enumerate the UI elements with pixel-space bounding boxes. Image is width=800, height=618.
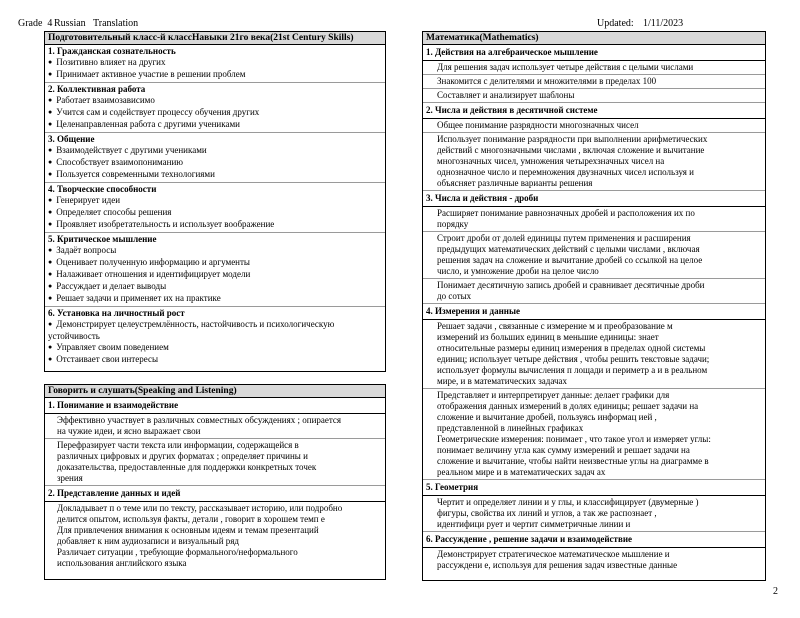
- math-standard-line: предыдущих математических действий с целыми числами , включая: [437, 244, 700, 254]
- math-standard-line: действий с многозначными числами , включая сложение и вычитание: [437, 145, 705, 155]
- math-standard-line: сложение и вычитание дробей, пользуясь информац ией ,: [437, 412, 657, 422]
- math-standard-row: [423, 119, 765, 133]
- speaking-standard-row: [45, 439, 385, 486]
- math-standard-line: Расширяет понимание равнозначных дробей и расположения их по: [437, 208, 695, 218]
- math-standard-line: Строит дроби от долей единицы путем применения и расширения: [437, 233, 691, 243]
- updated-label: Updated:: [597, 18, 634, 29]
- skill-bullet: ● Определяет способы решения: [48, 207, 382, 219]
- skill-bullet: ● Учится сам и содействует процессу обучения других: [48, 107, 382, 119]
- math-standard-row: [423, 75, 765, 89]
- speaking-title: Говорить и слушать(Speaking and Listening): [45, 385, 385, 398]
- math-section-heading: 5. Геометрия: [423, 480, 765, 496]
- math-standard-line: отображения данных измерений в долях единицы; решает задачи на: [437, 401, 699, 411]
- skill-bullet: ● Целенаправленная работа с другими учениками: [48, 119, 382, 131]
- skill-bullet: ● Проявляет изобретательность и использует воображение: [48, 219, 382, 231]
- math-standard-line: Знакомится с делителями и множителями в пределах 100: [437, 76, 657, 86]
- speaking-standard-line: на чужие идеи, и ясно выражает свои: [57, 426, 201, 436]
- speaking-standard-line: зрения: [57, 473, 83, 483]
- skill-bullet: ● Взаимодействует с другими учениками: [48, 145, 382, 157]
- grade-label: Grade 4: [18, 18, 53, 29]
- math-standard-line: Составляет и анализирует шаблоны: [437, 90, 575, 100]
- math-standard-line: мире, и в математических задачах: [437, 376, 568, 386]
- skill-section: [45, 45, 385, 83]
- math-standard-row: [423, 279, 765, 304]
- speaking-standard-line: различных цифровых и других форматах ; определяет причины и: [57, 451, 308, 461]
- skill-section: [45, 83, 385, 133]
- math-standard-line: рассуждени е, используя для решения задач известные данные: [437, 560, 678, 570]
- speaking-section-heading: 2. Представление данных и идей: [45, 486, 385, 502]
- speaking-standard-line: добавляет к ним аудиозаписи и визуальный ряд: [57, 536, 239, 546]
- skill-bullet-continued: устойчивость: [48, 331, 100, 341]
- math-standard-row: [423, 133, 765, 191]
- speaking-standard-row: [45, 414, 385, 439]
- speaking-standard-row: [45, 502, 385, 570]
- skill-bullet: ● Рассуждает и делает выводы: [48, 281, 382, 293]
- skill-bullet: ● Работает взаимозависимо: [48, 95, 382, 107]
- skill-section: [45, 133, 385, 183]
- math-standard-line: представленной в линейных графиках: [437, 423, 584, 433]
- math-section-heading: 6. Рассуждение , решение задачи и взаимодействие: [423, 532, 765, 548]
- skills-panel: [44, 31, 386, 372]
- skill-section: [45, 307, 385, 367]
- math-standard-line: до сотых: [437, 291, 472, 301]
- math-standard-line: число, и умножение дроби на целое число: [437, 266, 599, 276]
- skill-heading: 4. Творческие способности: [48, 184, 157, 194]
- math-standard-line: реальном мире и в математических задач ах: [437, 467, 606, 477]
- math-standard-line: Демонстрирует стратегическое математическое мышление и: [437, 549, 670, 559]
- math-standard-row: [423, 320, 765, 389]
- speaking-standard-line: Для привлечения внимания к основным идеям и темам презентаций: [57, 525, 319, 535]
- math-standard-line: Общее понимание разрядности многозначных чисел: [437, 120, 639, 130]
- math-standard-line: фигуры, свойства их линий и углов, а так же распознает ,: [437, 508, 657, 518]
- math-standard-line: Геометрические измерения: понимает , что такое угол и измеряет углы:: [437, 434, 711, 444]
- skill-heading: 3. Общение: [48, 134, 95, 144]
- math-standard-line: идентифици рует и чертит симметричные линии и: [437, 519, 631, 529]
- skill-bullet: ● Решает задачи и применяет их на практике: [48, 293, 382, 305]
- skills-body: [45, 45, 385, 367]
- math-standard-line: объясняет различные варианты решения: [437, 178, 593, 188]
- math-panel: [422, 31, 766, 581]
- skills-title: Подготовительный класс-й классНавыки 21го века(21st Century Skills): [45, 32, 385, 45]
- speaking-standard-line: использования английского языка: [57, 558, 187, 568]
- math-standard-row: [423, 89, 765, 103]
- page-number: 2: [773, 586, 778, 597]
- math-standard-row: [423, 207, 765, 232]
- math-standard-line: измерений из больших единиц в меньшие единицы: знает: [437, 332, 659, 342]
- math-standard-line: сложение и вычитание, чтобы найти неизвестные углы на диаграмме в: [437, 456, 709, 466]
- skill-heading: 2. Коллективная работа: [48, 84, 146, 94]
- math-standard-line: решения задач на сложение и вычитание дробей со ссылкой на целое: [437, 255, 703, 265]
- math-standard-line: использует формулы вычисления п лощади и периметр а и в реальном: [437, 365, 708, 375]
- math-standard-line: многозначных чисел, умножения четырехзначных чисел на: [437, 156, 665, 166]
- speaking-body: [45, 398, 385, 570]
- speaking-panel: [44, 384, 386, 580]
- math-body: [423, 45, 765, 572]
- speaking-standard-line: делится опытом, используя факты, детали , говорит в хорошем темп е: [57, 514, 325, 524]
- math-standard-row: [423, 232, 765, 279]
- math-standard-line: понимает величину угла как сумму измерений и решает задачи на: [437, 445, 690, 455]
- skill-bullet: ● Отстаивает свои интересы: [48, 354, 382, 366]
- skill-bullet: ● Задаёт вопросы: [48, 245, 382, 257]
- skill-bullet: ● Принимает активное участие в решении проблем: [48, 69, 382, 81]
- skill-bullet: ● Способствует взаимопониманию: [48, 157, 382, 169]
- math-section-heading: 1. Действия на алгебраическое мышление: [423, 45, 765, 61]
- math-standard-row: [423, 61, 765, 75]
- skill-bullet: ● Налаживает отношения и идентифицирует модели: [48, 269, 382, 281]
- math-standard-line: однозначное число и перемножения двузначных чисел используя и: [437, 167, 694, 177]
- skill-heading: 5. Критическое мышление: [48, 234, 157, 244]
- math-standard-line: Понимает десятичную запись дробей и сравнивает десятичные дроби: [437, 280, 705, 290]
- math-standard-row: [423, 389, 765, 480]
- math-section-heading: 4. Измерения и данные: [423, 304, 765, 320]
- math-section-heading: 3. Числа и действия - дроби: [423, 191, 765, 207]
- math-standard-line: Чертит и определяет линии и у глы, и классифицирует (двумерные ): [437, 497, 699, 507]
- math-standard-line: Решает задачи , связанные с измерение м и преобразование м: [437, 321, 673, 331]
- math-standard-row: [423, 496, 765, 532]
- speaking-standard-line: Эффективно участвует в различных совместных обсуждениях ; опирается: [57, 415, 342, 425]
- skill-bullet: ● Генерирует идеи: [48, 195, 382, 207]
- math-standard-line: единиц; использует четыре действия , чтобы решить текстовые задачи;: [437, 354, 710, 364]
- speaking-standard-line: Различает ситуации , требующие формального/неформального: [57, 547, 298, 557]
- math-title: Математика(Mathematics): [423, 32, 765, 45]
- speaking-section-heading: 1. Понимание и взаимодействие: [45, 398, 385, 414]
- math-standard-line: Для решения задач использует четыре действия с целыми числами: [437, 62, 694, 72]
- language-label: Russian Translation: [54, 18, 139, 29]
- math-standard-line: Использует понимание разрядности при выполнении арифметических: [437, 134, 708, 144]
- skill-bullet: ● Управляет своим поведением: [48, 342, 382, 354]
- skill-heading: 1. Гражданская сознательность: [48, 46, 176, 56]
- skill-section: [45, 183, 385, 233]
- skill-bullet: ● Позитивно влияет на других: [48, 57, 382, 69]
- updated-date: 1/11/2023: [643, 18, 684, 29]
- math-standard-line: относительные размеры единиц измерения в пределах одной системы: [437, 343, 706, 353]
- skill-bullet: ● Демонстрирует целеустремлённость, настойчивость и психологическую: [48, 319, 382, 331]
- skill-section: [45, 233, 385, 307]
- math-standard-line: Представляет и интерпретирует данные: делает графики для: [437, 390, 670, 400]
- skill-bullet: ● Оценивает полученную информацию и аргументы: [48, 257, 382, 269]
- skill-bullet: ● Пользуется современными технологиями: [48, 169, 382, 181]
- speaking-standard-line: доказательства, предоставленные для поддержки конкретных точек: [57, 462, 317, 472]
- math-standard-line: порядку: [437, 219, 469, 229]
- speaking-standard-line: Докладывает п о теме или по тексту, рассказывает историю, или подробно: [57, 503, 343, 513]
- speaking-standard-line: Перефразирует части текста или информации, содержащейся в: [57, 440, 299, 450]
- math-section-heading: 2. Числа и действия в десятичной системе: [423, 103, 765, 119]
- math-standard-row: [423, 548, 765, 572]
- skill-heading: 6. Установка на личностный рост: [48, 308, 185, 318]
